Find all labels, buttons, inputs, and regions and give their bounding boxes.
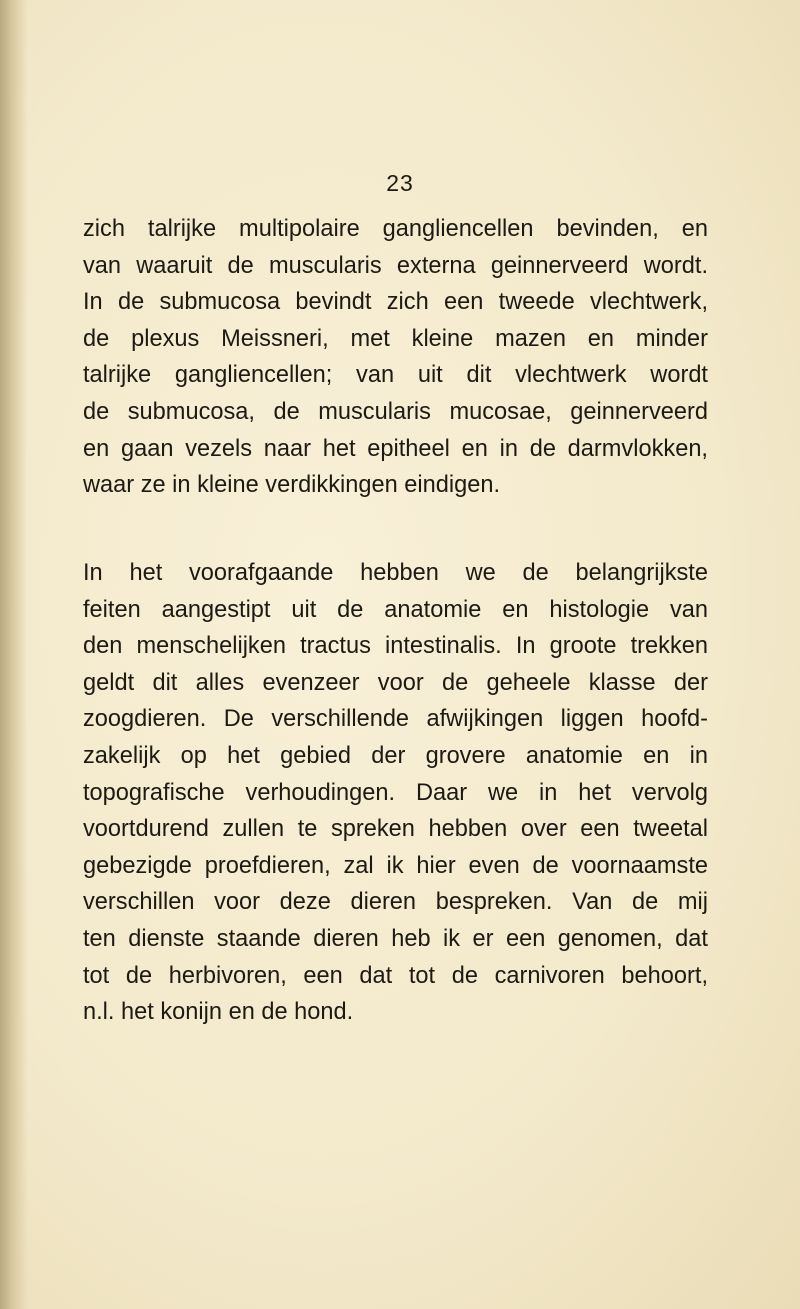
text-line: gebezigde proefdieren, zal ik hier even de voornaamste: [83, 852, 708, 879]
text-line: den menschelijken tractus intestinalis. In groote trekken: [83, 633, 708, 660]
text-line: waar ze in kleine verdikkingen eindigen.: [83, 472, 501, 499]
text-line: talrijke gangliencellen; van uit dit vlechtwerk wordt: [83, 362, 708, 389]
text-line: In het voorafgaande hebben we de belangrijkste: [83, 560, 708, 586]
text-line: tot de herbivoren, een dat tot de carnivoren behoort,: [83, 962, 708, 989]
text-line: voortdurend zullen te spreken hebben over een tweetal: [83, 816, 708, 843]
text-line: de plexus Meissneri, met kleine mazen en minder: [83, 325, 708, 352]
text-line: zoogdieren. De verschillende afwijkingen liggen hoofd-: [83, 706, 708, 733]
text-line: geldt dit alles evenzeer voor de geheele klasse der: [83, 669, 708, 696]
text-line: feiten aangestipt uit de anatomie en histologie van: [83, 596, 708, 623]
text-line: n.l. het konijn en de hond.: [83, 999, 354, 1026]
paragraph-1: [83, 211, 708, 504]
page-number: 23: [386, 170, 414, 196]
text-line: zakelijk op het gebied der grovere anatomie en in: [83, 742, 708, 769]
text-line: ten dienste staande dieren heb ik er een genomen, dat: [83, 925, 708, 952]
text-line: topografische verhoudingen. Daar we in het vervolg: [83, 779, 708, 806]
text-line: zich talrijke multipolaire gangliencellen bevinden, en: [83, 216, 708, 242]
paragraph-2: [83, 555, 708, 1031]
text-line: verschillen voor deze dieren bespreken. Van de mij: [83, 889, 708, 916]
text-line: de submucosa, de muscularis mucosae, geinnerveerd: [83, 398, 708, 425]
text-line: van waaruit de muscularis externa geinnerveerd wordt.: [83, 252, 708, 279]
text-line: In de submucosa bevindt zich een tweede vlechtwerk,: [83, 289, 708, 316]
text-line: en gaan vezels naar het epitheel en in de darmvlokken,: [83, 435, 708, 462]
